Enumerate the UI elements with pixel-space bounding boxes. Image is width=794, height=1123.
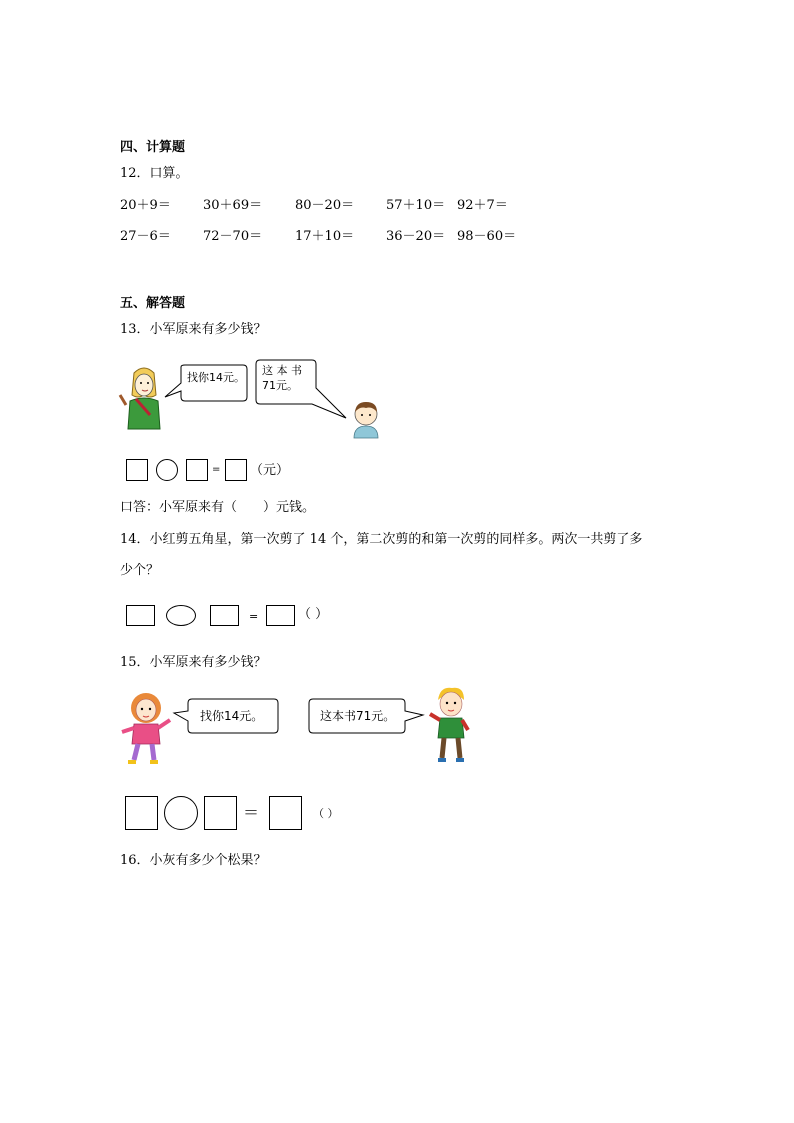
boy-illustration [428,686,474,766]
operator-circle[interactable] [164,796,198,830]
answer-box[interactable] [126,459,148,481]
answer-box[interactable] [266,605,295,626]
oral-calc-item: 30＋69＝ [203,198,263,213]
question-14-title-cont: 少个？ [120,563,160,578]
oral-calc-item: 72－70＝ [203,229,263,244]
oral-calc-item: 80－20＝ [295,198,355,213]
answer-box[interactable] [204,796,237,830]
answer-box[interactable] [126,605,155,626]
question-13-title: 13．小军原来有多少钱？ [120,322,267,337]
answer-box[interactable] [186,459,208,481]
oral-calc-item: 36－20＝ [386,229,446,244]
girl-illustration [118,688,174,768]
unit-label: （ ） [313,807,339,820]
answer-box[interactable] [269,796,302,830]
question-12-title: 12．口算。 [120,166,189,181]
equals-sign: = [212,464,221,475]
answer-box[interactable] [225,459,247,481]
unit-label: （ ） [298,607,329,622]
oral-calc-item: 57＋10＝ [386,198,446,213]
answer-box[interactable] [210,605,239,626]
oral-calc-item: 17＋10＝ [295,229,355,244]
oral-calc-item: 20＋9＝ [120,198,171,213]
question-14-title: 14．小红剪五角星，第一次剪了 14 个，第二次剪的和第一次剪的同样多。两次一共剪了多 [120,532,643,547]
unit-label: （元） [250,463,290,478]
section-heading-calculation: 四、计算题 [120,140,186,155]
oral-calc-item: 92＋7＝ [457,198,508,213]
speech-bubble-text: 71元。 [262,379,298,392]
oral-answer-line: 口答：小军原来有（ ）元钱。 [120,500,316,515]
section-heading-word-problems: 五、解答题 [120,296,186,311]
question-15-title: 15．小军原来有多少钱？ [120,655,267,670]
speech-bubble-text: 这 本 书 [262,364,302,377]
question-16-title: 16．小灰有多少个松果？ [120,853,267,868]
oral-calc-item: 27－6＝ [120,229,171,244]
oral-calc-item: 98－60＝ [457,229,517,244]
speech-bubble-text: 找你14元。 [200,709,264,723]
speech-bubble-text: 找你14元。 [187,371,245,384]
equals-sign: = [249,610,259,623]
boy-illustration [346,400,386,440]
equals-sign: ＝ [243,803,260,822]
operator-circle[interactable] [166,605,196,626]
speech-bubble-text: 这本书71元。 [320,709,396,723]
answer-box[interactable] [125,796,158,830]
operator-circle[interactable] [156,459,178,481]
